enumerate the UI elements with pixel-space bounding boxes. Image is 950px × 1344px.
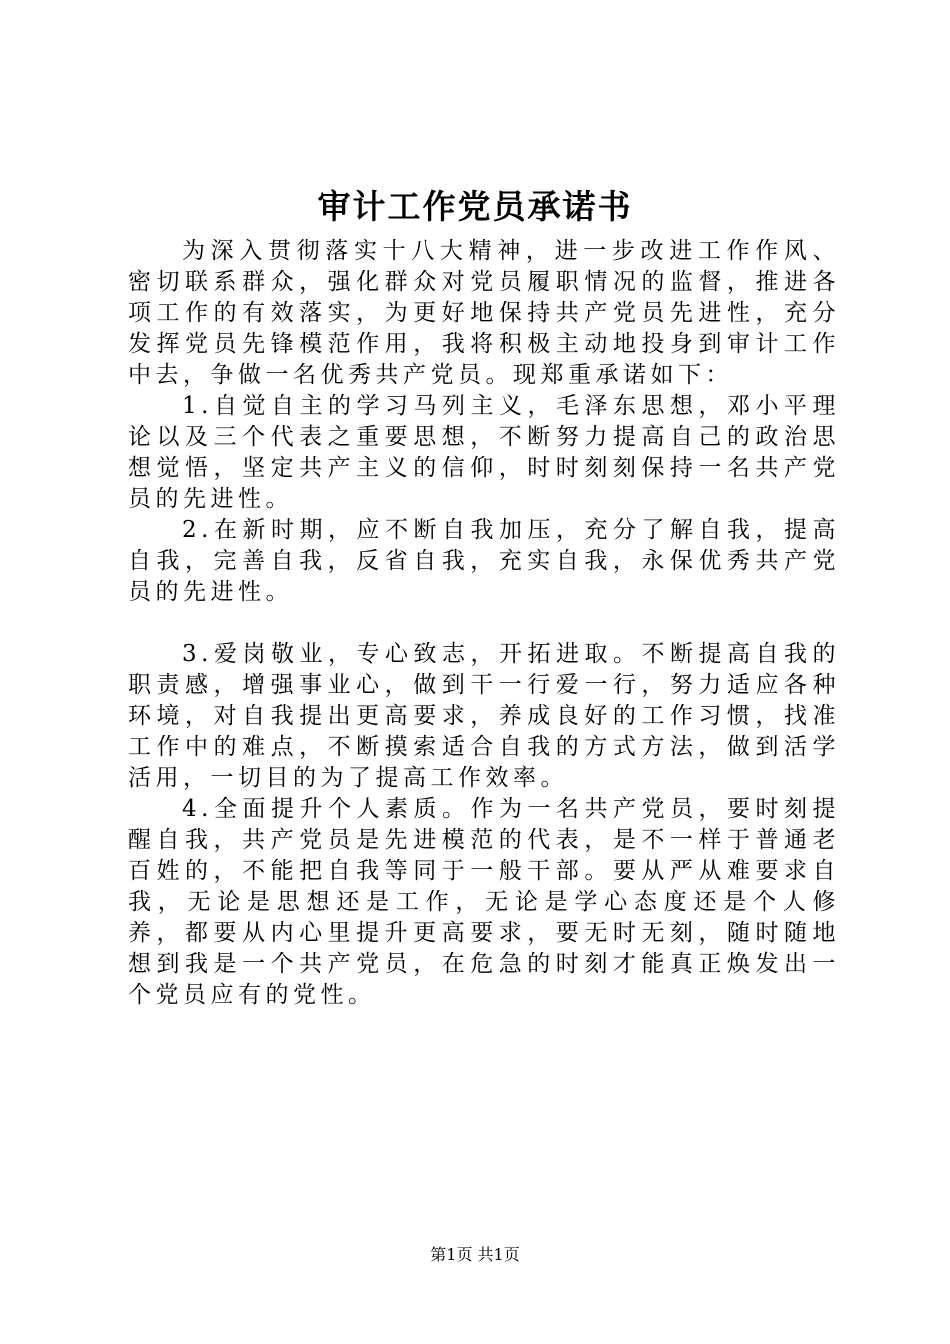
- document-body: [128, 236, 840, 1011]
- commitment-item-1: 1.自觉自主的学习马列主义，毛泽东思想，邓小平理论以及三个代表之重要思想，不断努力提高自己的政治思想觉悟，坚定共产主义的信仰，时时刻刻保持一名共产党员的先进性。: [128, 393, 840, 512]
- commitment-item-2: 2.在新时期，应不断自我加压，充分了解自我，提高自我，完善自我，反省自我，充实自我，永保优秀共产党员的先进性。: [128, 517, 840, 605]
- document-title: 审计工作党员承诺书: [317, 187, 633, 226]
- intro-paragraph: 为深入贯彻落实十八大精神，进一步改进工作作风、密切联系群众，强化群众对党员履职情况的监督，推进各项工作的有效落实，为更好地保持共产党员先进性，充分发挥党员先锋模范作用，我将积极主动地投身到审计工作中去，争做一名优秀共产党员。现郑重承诺如下：: [128, 238, 840, 388]
- page-footer: 第1页 共1页: [430, 1245, 520, 1264]
- commitment-item-4: 4.全面提升个人素质。作为一名共产党员，要时刻提醒自我，共产党员是先进模范的代表，是不一样于普通老百姓的，不能把自我等同于一般干部。要从严从难要求自我，无论是思想还是工作，无论是学心态度还是个人修养，都要从内心里提升更高要求，要无时无刻，随时随地想到我是一个共产党员，在危急的时刻才能真正焕发出一个党员应有的党性。: [128, 796, 840, 1008]
- commitment-item-3: 3.爱岗敬业，专心致志，开拓进取。不断提高自我的职责感，增强事业心，做到干一行爱一行，努力适应各种环境，对自我提出更高要求，养成良好的工作习惯，找准工作中的难点，不断摸索适合自我的方式方法，做到活学活用，一切目的为了提高工作效率。: [128, 641, 840, 791]
